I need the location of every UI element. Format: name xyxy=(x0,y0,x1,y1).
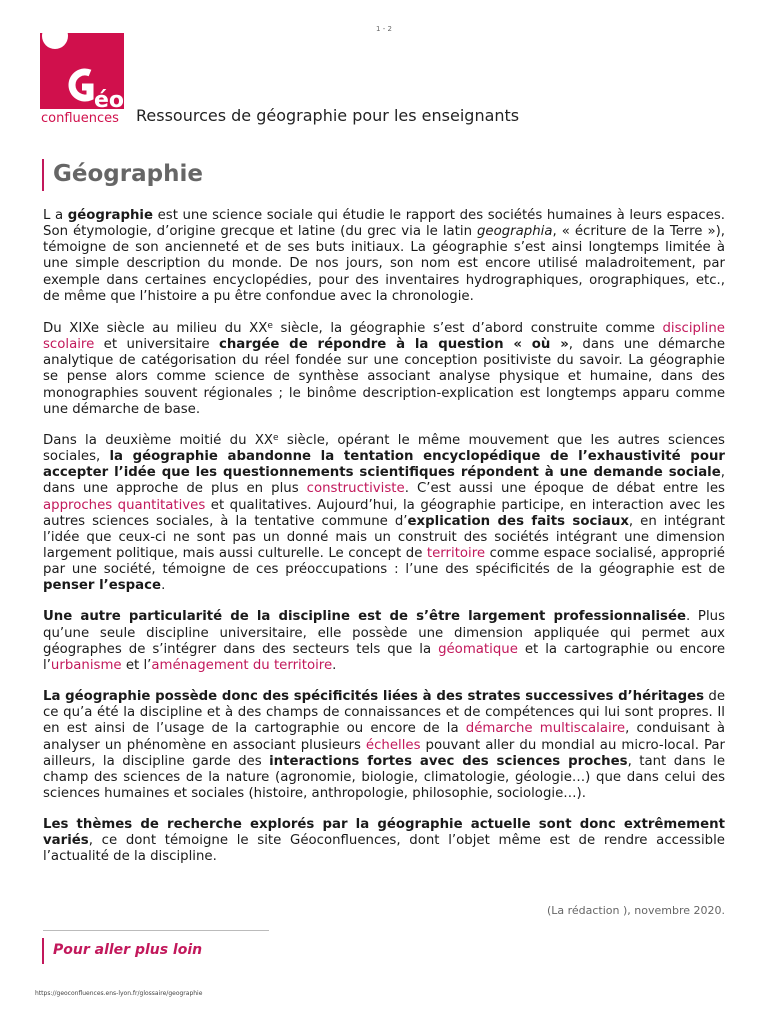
text: , « écriture de la Terre »), témoigne de son ancienneté et de ses buts initiaux. La géographie s’est ainsi longtemps limitée à une simple description du monde. De nos jours, son nom est encore utilisé maladroitement, par exemple dans certaines encyclopédies, pour des inventaires hydrographiques, orographiques, etc., de même que l’histoire a pu être confondue avec la chronologie. xyxy=(43,224,726,304)
text: . xyxy=(332,657,337,673)
link-demarche-multiscalaire[interactable]: démarche multiscalaire xyxy=(465,721,626,737)
further-reading-heading: Pour aller plus loin xyxy=(53,942,203,958)
bold-term: Une autre particularité de la discipline est de s’être largement professionnalisée xyxy=(43,609,687,625)
paragraph-4 xyxy=(43,609,725,674)
text: L a xyxy=(43,208,68,223)
divider xyxy=(43,930,269,931)
link-echelles[interactable]: échelles xyxy=(365,737,421,753)
text: . xyxy=(161,578,166,594)
text: pouvant aller du mondial au micro-local. Par ailleurs, la discipline garde des xyxy=(43,737,725,769)
text: siècle, la géographie s’est d’abord construite comme xyxy=(272,320,663,336)
page-number: 1 - 2 xyxy=(376,25,392,33)
text: de ce qu’a été la discipline et à des champs de connaissances et de compétences qui lui sont propres. Il en est ainsi de l’usage de la cartographie ou encore de la xyxy=(43,689,725,737)
text: , en intégrant l’idée que ceux-ci ne sont pas un donné mais un construit des sociétés intégrant une dimension largement politique, mais aussi culturelle. Le concept de xyxy=(43,513,725,561)
text: et l’ xyxy=(121,657,152,673)
bold-term: chargée de répondre à la question « où » xyxy=(218,337,569,353)
link-urbanisme[interactable]: urbanisme xyxy=(50,657,122,673)
bold-term: interactions fortes avec des sciences proches xyxy=(269,753,628,769)
text: , dans une approche de plus en plus xyxy=(43,465,725,497)
link-discipline-scolaire[interactable]: discipline scolaire xyxy=(43,320,725,353)
link-amenagement-du-territoire[interactable]: aménagement du territoire xyxy=(151,657,333,673)
page-url: https://geoconfluences.ens-lyon.fr/glossaire/geographie xyxy=(35,990,203,997)
text: , ce dont témoigne le site Géoconfluences, dont l’objet même est de rendre accessible l’actualité de la discipline. xyxy=(43,833,725,865)
bold-term: Les thèmes de recherche explorés par la géographie actuelle sont donc extrêmement variés xyxy=(43,817,725,849)
text: et qualitatives. Aujourd’hui, la géographie participe, en interaction avec les autres sciences sociales, à la tentative commune d’ xyxy=(43,497,725,529)
link-territoire[interactable]: territoire xyxy=(426,545,486,561)
bold-term: penser l’espace xyxy=(43,578,162,594)
bold-term: la géographie abandonne la tentation encyclopédique de l’exhaustivité pour accepter l’idée que les questionnements scientifiques répondent à une demande sociale xyxy=(43,449,725,481)
link-approches-quantitatives[interactable]: approches quantitatives xyxy=(43,497,206,513)
text: , tant dans le champ des sciences de la nature (agronomie, biologie, climatologie, géologie…) que dans celui des sciences humaines et sociales (histoire, anthropologie, philosophie, sociologie…). xyxy=(43,753,726,801)
article-body xyxy=(43,208,725,881)
text: , conduisant à analyser un phénomène en associant plusieurs xyxy=(43,721,725,753)
text: . C’est aussi une époque de débat entre les xyxy=(404,481,725,497)
superscript: e xyxy=(273,432,279,443)
title-bar xyxy=(42,159,203,191)
bold-term: La géographie possède donc des spécificités liées à des strates successives d’héritages xyxy=(43,689,705,705)
link-constructiviste[interactable]: constructiviste xyxy=(306,481,405,497)
text: siècle, opérant le même mouvement que les autres sciences sociales, xyxy=(43,432,725,465)
svg-text:éo: éo xyxy=(94,88,125,113)
text: est une science sociale qui étudie le rapport des sociétés humaines à leurs espaces. Son étymologie, d’origine grecque et latine (du grec via le latin xyxy=(43,208,725,240)
text: Du XIXe siècle au milieu du XX xyxy=(43,320,268,336)
geoconfluences-logo[interactable] xyxy=(40,33,126,125)
paragraph-2 xyxy=(43,321,725,418)
bold-term: explication des faits sociaux xyxy=(407,513,629,529)
text: comme espace socialisé, approprié par une société, témoigne de ces préoccupations : l’une des spécificités de la géographie est de xyxy=(43,545,725,578)
text: et la cartographie ou encore l’ xyxy=(43,641,725,673)
paragraph-5 xyxy=(43,689,725,802)
superscript: e xyxy=(267,320,273,331)
site-tagline: Ressources de géographie pour les enseignants xyxy=(136,106,520,125)
link-geomatique[interactable]: géomatique xyxy=(438,641,518,657)
paragraph-1 xyxy=(43,208,725,305)
paragraph-3 xyxy=(43,433,725,595)
text: Dans la deuxième moitié du XX xyxy=(43,432,274,448)
signature: (La rédaction ), novembre 2020. xyxy=(546,904,725,917)
text: . Plus qu’une seule discipline universitaire, elle possède une dimension appliquée qui permet aux géographes de s’intégrer dans des secteurs tels que la xyxy=(43,609,725,657)
paragraph-6 xyxy=(43,817,725,865)
further-reading-bar xyxy=(42,938,202,964)
page-title: Géographie xyxy=(53,161,203,187)
italic-term: geographia xyxy=(476,224,553,240)
text: , dans une démarche analytique de catégorisation du réel fondée sur une conception positiviste du savoir. La géographie se pense alors comme science de synthèse associant analyse physique et humaine, dans des monographies souvent régionales ; le binôme description-explication est longtemps apparu comme une démarche de base. xyxy=(43,337,725,417)
bold-term: géographie xyxy=(67,208,153,223)
text: et universitaire xyxy=(94,337,219,353)
svg-text:confluences: confluences xyxy=(41,111,119,125)
